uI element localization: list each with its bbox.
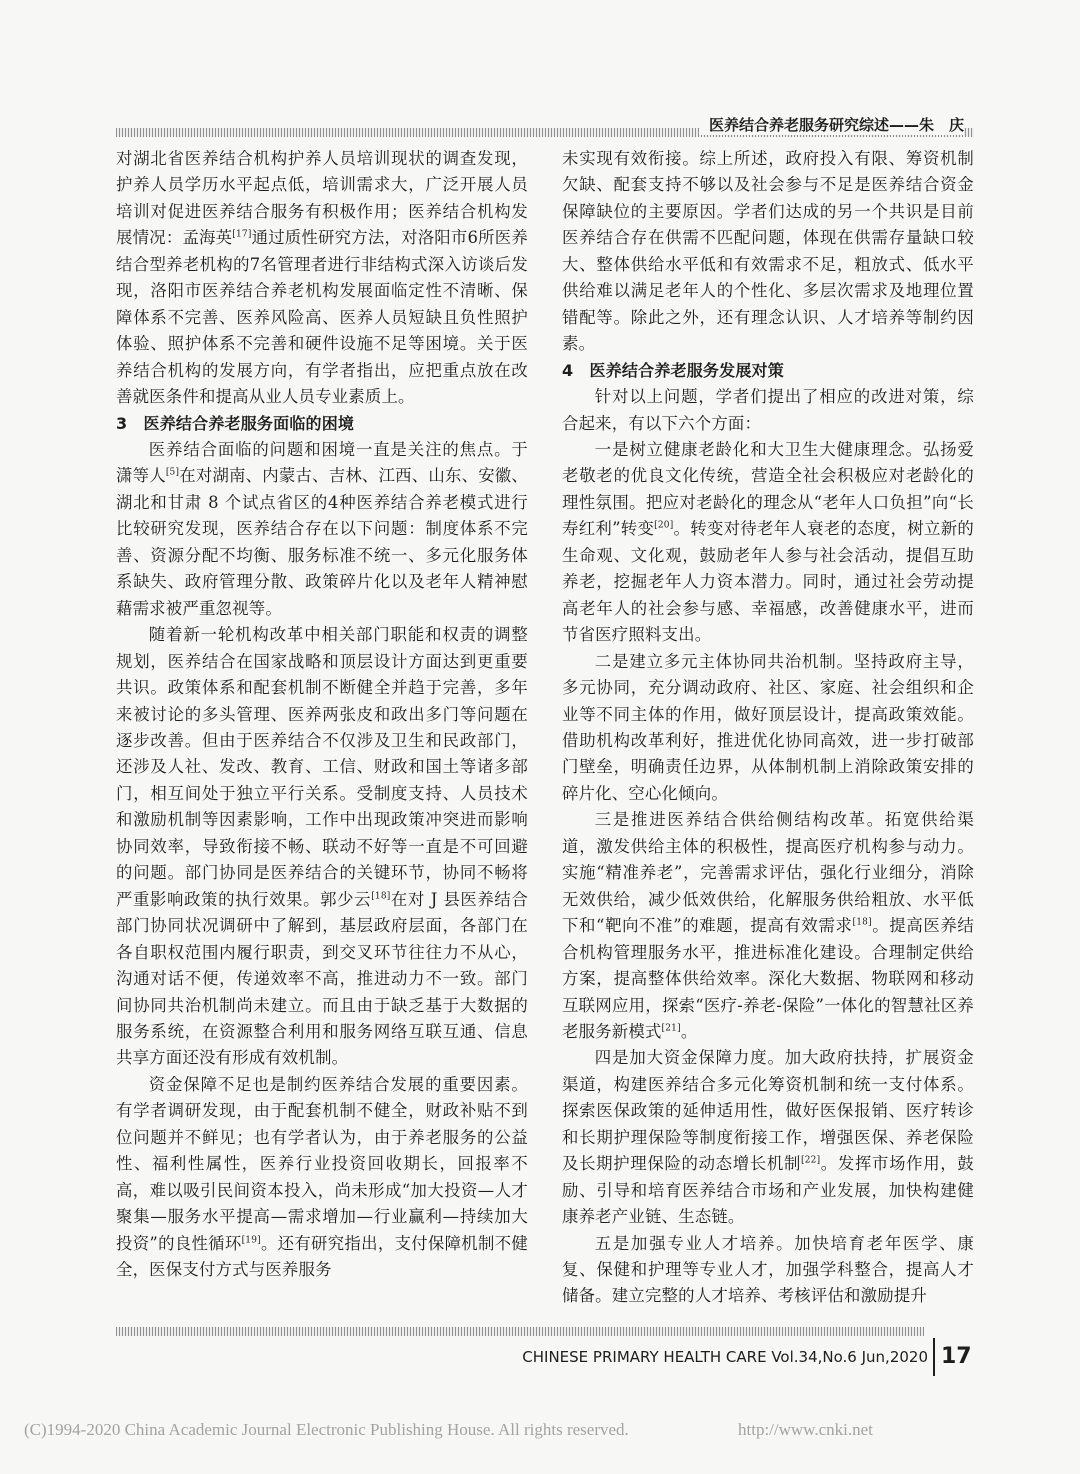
paragraph: 未实现有效衔接。综上所述，政府投入有限、筹资机制欠缺、配套支持不够以及社会参与不足是医养结合资金保障缺位的主要原因。学者们达成的另一个共识是目前医养结合存在供需不匹配问题，体现在供需存量缺口较大、整体供给水平低和有效需求不足，粗放式、低水平供给难以满足老年人的个性化、多层次需求及地理位置错配等。除此之外，还有理念认识、人才培养等制约因素。 <box>562 149 974 354</box>
paragraph: 针对以上问题，学者们提出了相应的改进对策，综合起来，有以下六个方面： <box>562 387 974 433</box>
paragraph: 五是加强专业人才培养。加快培育老年医学、康复、保健和护理等专业人才，加强学科整合，提高人才储备。建立完整的人才培养、考核评估和激励提升 <box>562 1233 974 1306</box>
section-heading-4: 4 医养结合养老服务发展对策 <box>562 360 784 380</box>
paragraph: 二是建立多元主体协同共治机制。坚持政府主导，多元协同，充分调动政府、社区、家庭、社会组织和企业等不同主体的作用，做好顶层设计，提高政策效能。借助机构改革利好，推进优化协同高效，进一步打破部门壁垒，明确责任边界，从体制机制上消除政策安排的碎片化、空心化倾向。 <box>562 651 974 803</box>
section-heading-3: 3 医养结合养老服务面临的困境 <box>116 413 355 433</box>
paragraph: 随着新一轮机构改革中相关部门职能和权责的调整规划，医养结合在国家战略和顶层设计方面达到更重要共识。政策体系和配套机制不断健全并趋于完善，多年来被讨论的多头管理、医养两张皮和政出多门等问题在逐步改善。但由于医养结合不仅涉及卫生和民政部门，还涉及人社、发改、教育、工信、财政和国土等诸多部门，相互间处于独立平行关系。受制度支持、人员技术和激励机制等因素影响，工作中出现政策冲突进而影响协同效率，导致衔接不畅、联动不好等一直是不可回避的问题。部门协同是医养结合的关键环节，协同不畅将严重影响政策的执行效果。郭少云[18]在对 J 县医养结合部门协同状况调研中了解到，基层政府层面，各部门在各自职权范围内履行职责，到交叉环节往往力不从心，沟通对话不便，传递效率不高，推进动力不一致。部门间协同共治机制尚未建立。而且由于缺乏基于大数据的服务系统，在资源整合利用和服务网络互联互通、信息共享方面还没有形成有效机制。 <box>116 625 528 1068</box>
paragraph: 资金保障不足也是制约医养结合发展的重要因素。有学者调研发现，由于配套机制不健全，财政补贴不到位问题并不鲜见；也有学者认为，由于养老服务的公益性、福利性属性，医养行业投资回收期长，回报率不高，难以吸引民间资本投入，尚未形成“加大投资—人才聚集—服务水平提高—需求增加—行业赢利—持续加大投资”的良性循环[19]。还有研究指出，支付保障机制不健全，医保支付方式与医养服务 <box>116 1074 528 1280</box>
copyright-notice: (C)1994-2020 China Academic Journal Electronic Publishing House. All rights reserved. <box>24 1420 629 1439</box>
citation-marker: [5] <box>165 467 180 478</box>
paragraph: 四是加大资金保障力度。加大政府扶持，扩展资金渠道，构建医养结合多元化筹资机制和统一支付体系。探索医保政策的延伸适用性，做好医保报销、医疗转诊和长期护理保险等制度衔接工作，增强医保、养老保险及长期护理保险的动态增长机制[22]。发挥市场作用，鼓励、引导和培育医养结合市场和产业发展，加快构建健康养老产业链、生态链。 <box>562 1048 974 1227</box>
paragraph: 医养结合面临的问题和困境一直是关注的焦点。于潇等人[5]在对湖南、内蒙古、吉林、江西、山东、安徽、湖北和甘肃 8 个试点省区的4种医养结合养老模式进行比较研究发现，医养结合存在以下问题：制度体系不完善、资源分配不均衡、服务标准不统一、多元化服务体系缺失、政府管理分散、政策碎片化以及老年人精神慰藉需求被严重忽视等。 <box>116 439 529 618</box>
page-number: 17 <box>933 1338 981 1376</box>
citation-marker: [18] <box>852 917 872 928</box>
left-column <box>116 146 528 1283</box>
footer-rule <box>116 1327 924 1336</box>
footer-url: http://www.cnki.net <box>738 1420 873 1439</box>
citation-marker: [17] <box>232 229 252 240</box>
right-column <box>562 146 974 1310</box>
paragraph: 对湖北省医养结合机构护养人员培训现状的调查发现，护养人员学历水平起点低，培训需求大，广泛开展人员培训对促进医养结合服务有积极作用；医养结合机构发展情况：孟海英[17]通过质性研究方法，对洛阳市6所医养结合型养老机构的7名管理者进行非结构式深入访谈后发现，洛阳市医养结合养老机构发展面临定性不清晰、保障体系不完善、医养风险高、医养人员短缺且负性照护体验、照护体系不完善和硬件设施不足等困境。关于医养结合机构的发展方向，有学者指出，应把重点放在改善就医条件和提高从业人员专业素质上。 <box>116 149 528 407</box>
journal-citation: CHINESE PRIMARY HEALTH CARE Vol.34,No.6 Jun,2020 <box>522 1348 928 1366</box>
paragraph: 三是推进医养结合供给侧结构改革。拓宽供给渠道，激发供给主体的积极性，提高医疗机构参与动力。实施“精准养老”，完善需求评估，强化行业细分，消除无效供给，减少低效供给，化解服务供给粗放、水平低下和“靶向不准”的难题，提高有效需求[18]。提高医养结合机构管理服务水平，推进标准化建设。合理制定供给方案，提高整体供给效率。深化大数据、物联网和移动互联网应用，探索“医疗-养老-保险”一体化的智慧社区养老服务新模式[21]。 <box>562 810 974 1041</box>
citation-marker: [18] <box>371 891 391 902</box>
citation-marker: [21] <box>661 1023 681 1034</box>
running-title: 医养结合养老服务研究综述——朱 庆 <box>699 115 964 135</box>
citation-marker: [19] <box>241 1235 261 1246</box>
paragraph: 一是树立健康老龄化和大卫生大健康理念。弘扬爱老敬老的优良文化传统，营造全社会积极应对老龄化的理性氛围。把应对老龄化的理念从“老年人口负担”向“长寿红利”转变[20]。转变对待老年人衰老的态度，树立新的生命观、文化观，鼓励老年人参与社会活动，提倡互助养老，挖掘老年人力资本潜力。同时，通过社会劳动提高老年人的社会参与感、幸福感，改善健康水平，进而节省医疗照料支出。 <box>562 439 974 645</box>
citation-marker: [22] <box>801 1155 821 1166</box>
citation-marker: [20] <box>654 520 674 531</box>
